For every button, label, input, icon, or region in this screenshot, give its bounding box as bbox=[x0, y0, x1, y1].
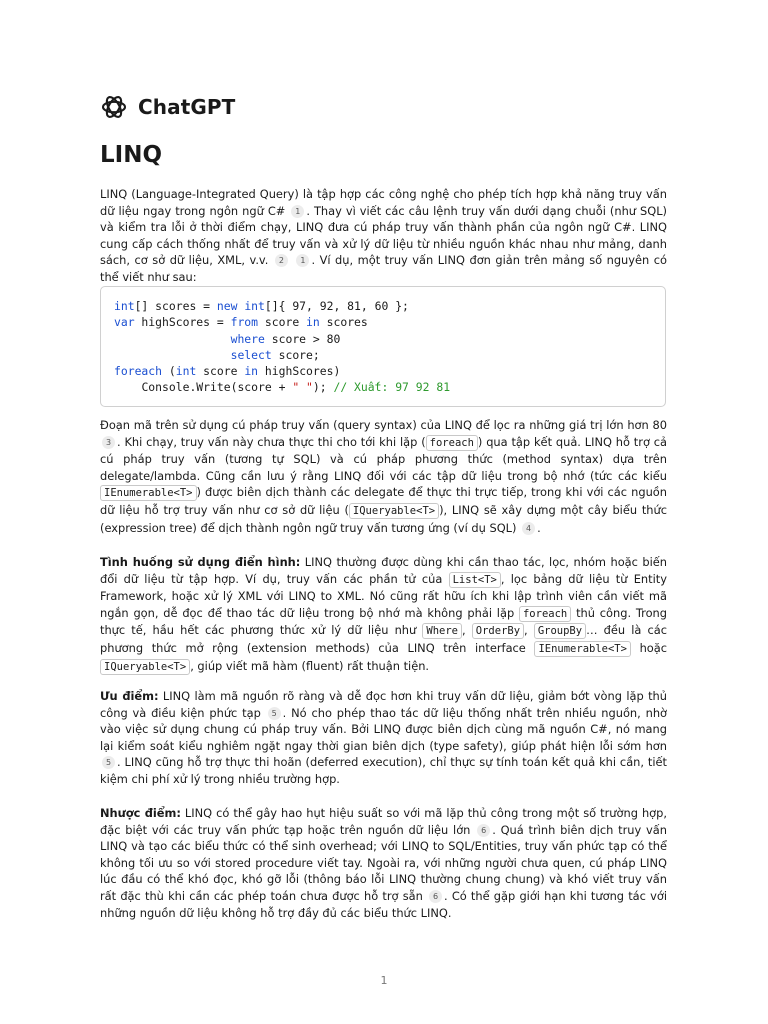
section-heading: Tình huống sử dụng điển hình: bbox=[100, 555, 301, 569]
citation-badge[interactable]: 3 bbox=[102, 436, 115, 449]
inline-code: GroupBy bbox=[534, 623, 586, 639]
inline-code: IEnumerable<T> bbox=[100, 485, 197, 501]
brand-header bbox=[100, 93, 235, 121]
section-heading: Ưu điểm: bbox=[100, 689, 159, 703]
inline-code: Where bbox=[422, 623, 462, 639]
citation-badge[interactable]: 1 bbox=[296, 254, 309, 267]
inline-code: IEnumerable<T> bbox=[534, 641, 631, 657]
citation-badge[interactable]: 1 bbox=[291, 205, 304, 218]
code-content: int[] scores = new int[]{ 97, 92, 81, 60 }; var highScores = from score in scores where score > 80 select score; foreach (int score in highScores) Console.Write(score + " "); // Xuất: 97 92 81 bbox=[114, 299, 451, 395]
brand-name: ChatGPT bbox=[138, 95, 236, 119]
citation-badge[interactable]: 6 bbox=[429, 890, 442, 903]
disadvantages-paragraph: Nhược điểm: LINQ có thể gây hao hụt hiệu suất so với mã lặp thủ công trong một số trường hợp, đặc biệt với các truy vấn phức tạp hoặc trên nguồn dữ liệu lớn 6 . Quá trình biên dịch truy vấn LINQ và tạo các biểu thức có thể sinh overhead; với LINQ to SQL/Entities, truy vấn phức tạp có thể không tối ưu so với stored procedure viết tay. Ngoài ra, với những người chưa quen, cú pháp LINQ lúc đầu có thể khó đọc, khó gỡ lỗi (thông báo lỗi LINQ thường chung chung) và khó viết truy vấn rất đặc thù khi cần các phép toán chưa được hỗ trợ sẵn 6 . Có thể gặp giới hạn khi tương tác với những nguồn dữ liệu không hỗ trợ đầy đủ các biểu thức LINQ. bbox=[100, 806, 667, 920]
inline-code: foreach bbox=[426, 435, 478, 451]
section-heading: Nhược điểm: bbox=[100, 806, 181, 820]
citation-badge[interactable]: 5 bbox=[102, 756, 115, 769]
citation-badge[interactable]: 2 bbox=[275, 254, 288, 267]
citation-badge[interactable]: 5 bbox=[268, 707, 281, 720]
inline-code: IQueryable<T> bbox=[100, 659, 190, 675]
use-cases-paragraph: Tình huống sử dụng điển hình: LINQ thường được dùng khi cần thao tác, lọc, nhóm hoặc biến đổi dữ liệu từ tập hợp. Ví dụ, truy vấn các phần tử của List<T> , lọc bảng dữ liệu từ Entity Framework, hoặc xử lý XML với LINQ to XML. Nó cũng rất hữu ích khi lập trình viên cần viết mã ngắn gọn, dễ đọc để thao tác dữ liệu trong bộ nhớ mà không phải lặp foreach thủ công. Trong thực tế, hầu hết các phương thức xử lý dữ liệu như Where , OrderBy , GroupBy … đều là các phương thức mở rộng (extension methods) của LINQ trên interface IEnumerable<T> hoặc IQueryable<T> , giúp viết mã hàm (fluent) rất thuận tiện. bbox=[100, 555, 668, 673]
inline-code: foreach bbox=[519, 606, 571, 622]
citation-badge[interactable]: 6 bbox=[477, 824, 490, 837]
code-block bbox=[100, 286, 666, 407]
inline-code: OrderBy bbox=[472, 623, 524, 639]
inline-code: List<T> bbox=[449, 572, 501, 588]
intro-paragraph: LINQ (Language-Integrated Query) là tập hợp các công nghệ cho phép tích hợp khả năng truy vấn dữ liệu ngay trong ngôn ngữ C# 1 . Thay vì viết các câu lệnh truy vấn dưới dạng chuỗi (như SQL) và kiểm tra lỗi ở thời điểm chạy, LINQ đưa cú pháp truy vấn thành phần của ngôn ngữ C#. LINQ cung cấp cách thống nhất để truy vấn và xử lý dữ liệu từ nhiều nguồn khác nhau như mảng, danh sách, cơ sở dữ liệu, XML, v.v. 2 1 . Ví dụ, một truy vấn LINQ đơn giản trên mảng số nguyên có thể viết như sau: bbox=[100, 187, 667, 284]
explanation-paragraph: Đoạn mã trên sử dụng cú pháp truy vấn (query syntax) của LINQ để lọc ra những giá trị lớn hơn 80 3 . Khi chạy, truy vấn này chưa thực thi cho tới khi lặp ( foreach ) qua tập kết quả. LINQ hỗ trợ cả cú pháp truy vấn (tương tự SQL) và cú pháp phương thức (method syntax) dựa trên delegate/lambda. Cũng cần lưu ý rằng LINQ đối với các tập dữ liệu trong bộ nhớ (tức các kiểu IEnumerable<T> ) được biên dịch thành các delegate để thực thi trực tiếp, trong khi với các nguồn dữ liệu hỗ trợ truy vấn như cơ sở dữ liệu ( IQueryable<T> ), LINQ sẽ xây dựng một cây biểu thức (expression tree) để dịch thành ngôn ngữ truy vấn tương ứng (ví dụ SQL) 4 . bbox=[100, 418, 667, 535]
inline-code: IQueryable<T> bbox=[349, 503, 439, 519]
page-number: 1 bbox=[380, 974, 388, 987]
citation-badge[interactable]: 4 bbox=[522, 522, 535, 535]
page-title: LINQ bbox=[100, 142, 163, 168]
advantages-paragraph: Ưu điểm: LINQ làm mã nguồn rõ ràng và dễ đọc hơn khi truy vấn dữ liệu, giảm bớt vòng lặp thủ công và điều kiện phức tạp 5 . Nó cho phép thao tác dữ liệu thống nhất trên nhiều nguồn, nhờ vào việc sử dụng chung cú pháp truy vấn. Bởi LINQ được biên dịch cùng mã nguồn C#, nó mang lại kiểm soát kiểu nghiêm ngặt ngay thời gian biên dịch (type safety), giúp phát hiện lỗi sớm hơn 5 . LINQ cũng hỗ trợ thực thi hoãn (deferred execution), chỉ thực sự tính toán kết quả khi cần, tiết kiệm chi phí xử lý trong nhiều trường hợp. bbox=[100, 689, 668, 786]
chatgpt-logo-icon bbox=[100, 93, 128, 121]
